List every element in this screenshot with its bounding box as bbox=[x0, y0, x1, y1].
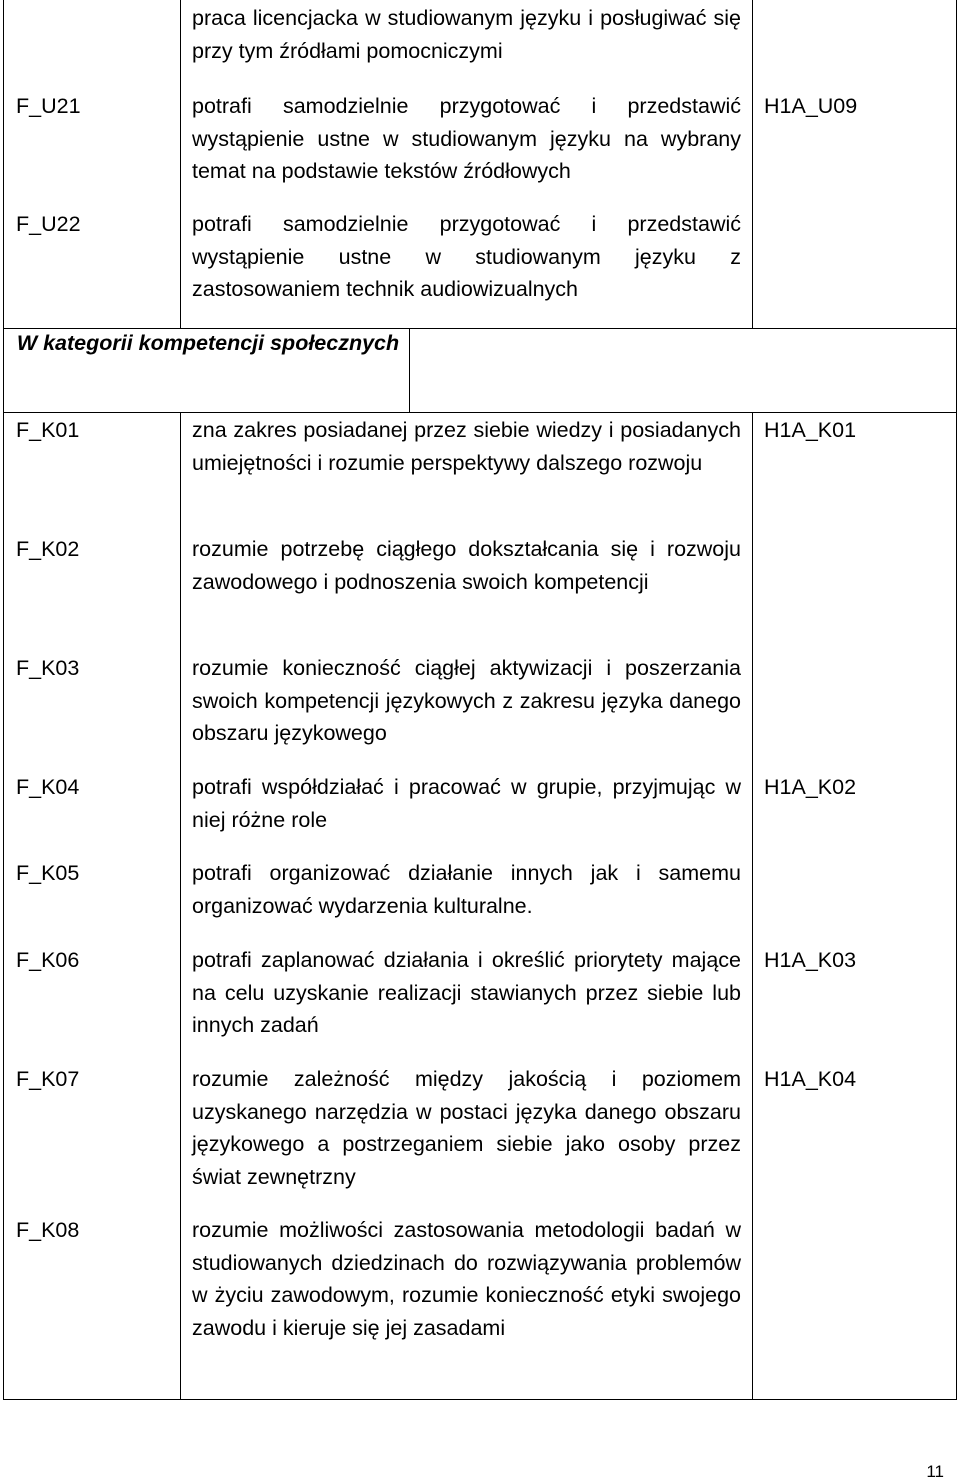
row-code: F_U21 bbox=[16, 94, 81, 118]
column-divider-code bbox=[180, 0, 181, 328]
row-description: potrafi współdziałać i pracować w grupie, przyjmując w niej różne role bbox=[192, 775, 741, 832]
row-reference: H1A_K03 bbox=[764, 948, 857, 972]
row-description: potrafi zaplanować działania i określić priorytety mające na celu uzyskanie realizacji stawianych przez siebie lub innych zadań bbox=[192, 948, 741, 1037]
row-code: F_K03 bbox=[16, 656, 80, 680]
section-heading: W kategorii kompetencji społecznych bbox=[16, 331, 400, 355]
row-description: potrafi samodzielnie przygotować i przedstawić wystąpienie ustne w studiowanym języku na wybrany temat na podstawie tekstów źródłowych bbox=[192, 94, 741, 183]
row-reference: H1A_K04 bbox=[764, 1067, 857, 1091]
row-divider-section-bottom bbox=[3, 412, 957, 413]
row-reference: H1A_U09 bbox=[764, 94, 858, 118]
row-description: rozumie konieczność ciągłej aktywizacji i poszerzania swoich kompetencji językowych z zakresu języka danego obszaru językowego bbox=[192, 656, 741, 745]
column-divider-ref bbox=[752, 0, 753, 328]
row-description: zna zakres posiadanej przez siebie wiedzy i posiadanych umiejętności i rozumie perspektywy dalszego rozwoju bbox=[192, 418, 741, 475]
row-description: praca licencjacka w studiowanym języku i posługiwać się przy tym źródłami pomocniczymi bbox=[192, 6, 741, 63]
row-reference: H1A_K02 bbox=[764, 775, 857, 799]
row-description: rozumie potrzebę ciągłego dokształcania się i rozwoju zawodowego i podnoszenia swoich kompetencji bbox=[192, 537, 741, 594]
page-number: 11 bbox=[926, 1462, 944, 1481]
table-border-right bbox=[956, 0, 957, 1400]
row-code: F_K05 bbox=[16, 861, 80, 885]
row-description: rozumie zależność między jakością i poziomem uzyskanego narzędzia w postaci języka danego obszaru językowego a postrzeganiem siebie jako osoby przez świat zewnętrzny bbox=[192, 1067, 741, 1189]
row-code: F_U22 bbox=[16, 212, 81, 236]
row-code: F_K04 bbox=[16, 775, 80, 799]
column-divider-ref-lower bbox=[752, 412, 753, 1400]
row-code: F_K06 bbox=[16, 948, 80, 972]
row-code: F_K08 bbox=[16, 1218, 80, 1242]
row-description: rozumie możliwości zastosowania metodologii badań w studiowanych dziedzinach do rozwiązywania problemów w życiu zawodowym, rozumie konieczność etyki swojego zawodu i kieruje się jej zasadami bbox=[192, 1218, 741, 1340]
table-border-bottom bbox=[3, 1399, 957, 1400]
row-description: potrafi organizować działanie innych jak i samemu organizować wydarzenia kulturalne. bbox=[192, 861, 741, 918]
table-border-left bbox=[3, 0, 4, 1400]
row-code: F_K02 bbox=[16, 537, 80, 561]
row-description: potrafi samodzielnie przygotować i przedstawić wystąpienie ustne w studiowanym języku z zastosowaniem technik audiowizualnych bbox=[192, 212, 741, 301]
row-code: F_K01 bbox=[16, 418, 80, 442]
row-code: F_K07 bbox=[16, 1067, 80, 1091]
column-divider-code-lower bbox=[180, 412, 181, 1400]
row-reference: H1A_K01 bbox=[764, 418, 857, 442]
